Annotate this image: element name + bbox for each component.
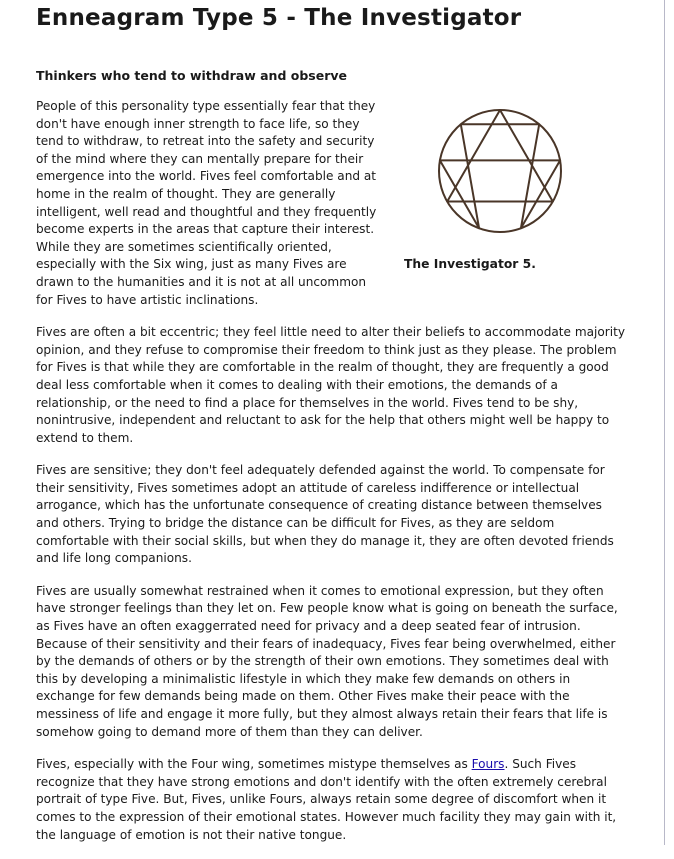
paragraph-4: Fives are usually somewhat restrained when it comes to emotional expression, but they often have stronger feelings than they let on. Few people know what is going on beneath the surface, as Fives have an often exaggerrated need for privacy and a deep seated fear of intrusion. Because of their sensitivity and their fears of inadequacy, Fives fear being overwhelmed, either by the demands of others or by the strength of their own emotions. They sometimes deal with this by developing a minimalistic lifestyle in which they make few demands on others in exchange for few demands being made on them. Other Fives make their peace with the messiness of life and engage it more fully, but they almost always retain their fears that life is somehow going to demand more of them than they can deliver.: [36, 583, 618, 739]
page-title: Enneagram Type 5 - The Investigator: [36, 5, 522, 31]
paragraph-3: Fives are sensitive; they don't feel adequately defended against the world. To compensate for their sensitivity, Fives sometimes adopt an attitude of careless indifference or intellectual arrogance, which has the unfortunate consequence of creating distance between themselves and others. Trying to bridge the distance can be difficult for Fives, as they are seldom comfortable with their social skills, but when they do manage it, they are often devoted friends and life long companions.: [36, 463, 614, 566]
paragraph-5-text-end: . Such Fives recognize that they have strong emotions and don't identify with the often extremely cerebral portrait of type Five. But, Fives, unlike Fours, always retain some degree of discomfort when it comes to the expression of their emotional states. However much facility they may gain with it, the language of emotion is not their native tongue.: [36, 757, 617, 842]
figure-caption: The Investigator 5.: [404, 257, 536, 271]
paragraph-1: People of this personality type essentially fear that they don't have enough inner strength to face life, so they tend to withdraw, to retreat into the safety and security of the mind where they can mentally prepare for their emergence into the world. Fives feel comfortable and at home in the realm of thought. They are generally intelligent, well read and thoughtful and they frequently become experts in the areas that capture their interest. While they are sometimes scientifically oriented, especially with the Six wing, just as many Fives are drawn to the humanities and it is not at all uncommon for Fives to have artistic inclinations.: [36, 99, 377, 307]
fours-link[interactable]: Fours: [471, 757, 505, 772]
section-subtitle: Thinkers who tend to withdraw and observe: [36, 68, 348, 83]
paragraph-5: [36, 756, 628, 844]
article-body: [36, 98, 628, 859]
enneagram-symbol-icon: [437, 108, 563, 234]
enneagram-circle: [439, 110, 561, 232]
paragraph-5-text-start: Fives, especially with the Four wing, sometimes mistype themselves as: [36, 757, 472, 772]
paragraph-2: Fives are often a bit eccentric; they feel little need to alter their beliefs to accommodate majority opinion, and they refuse to compromise their freedom to think just as they please. The problem for Fives is that while they are comfortable in the realm of thought, they are frequently a good deal less comfortable when it comes to dealing with their emotions, the demands of a relationship, or the need to find a place for themselves in the world. Fives tend to be shy, nonintrusive, independent and reluctant to ask for the help that others might well be happy to extend to them.: [36, 325, 625, 445]
enneagram-figure: [392, 100, 628, 280]
enneagram-hexad: [440, 124, 560, 228]
